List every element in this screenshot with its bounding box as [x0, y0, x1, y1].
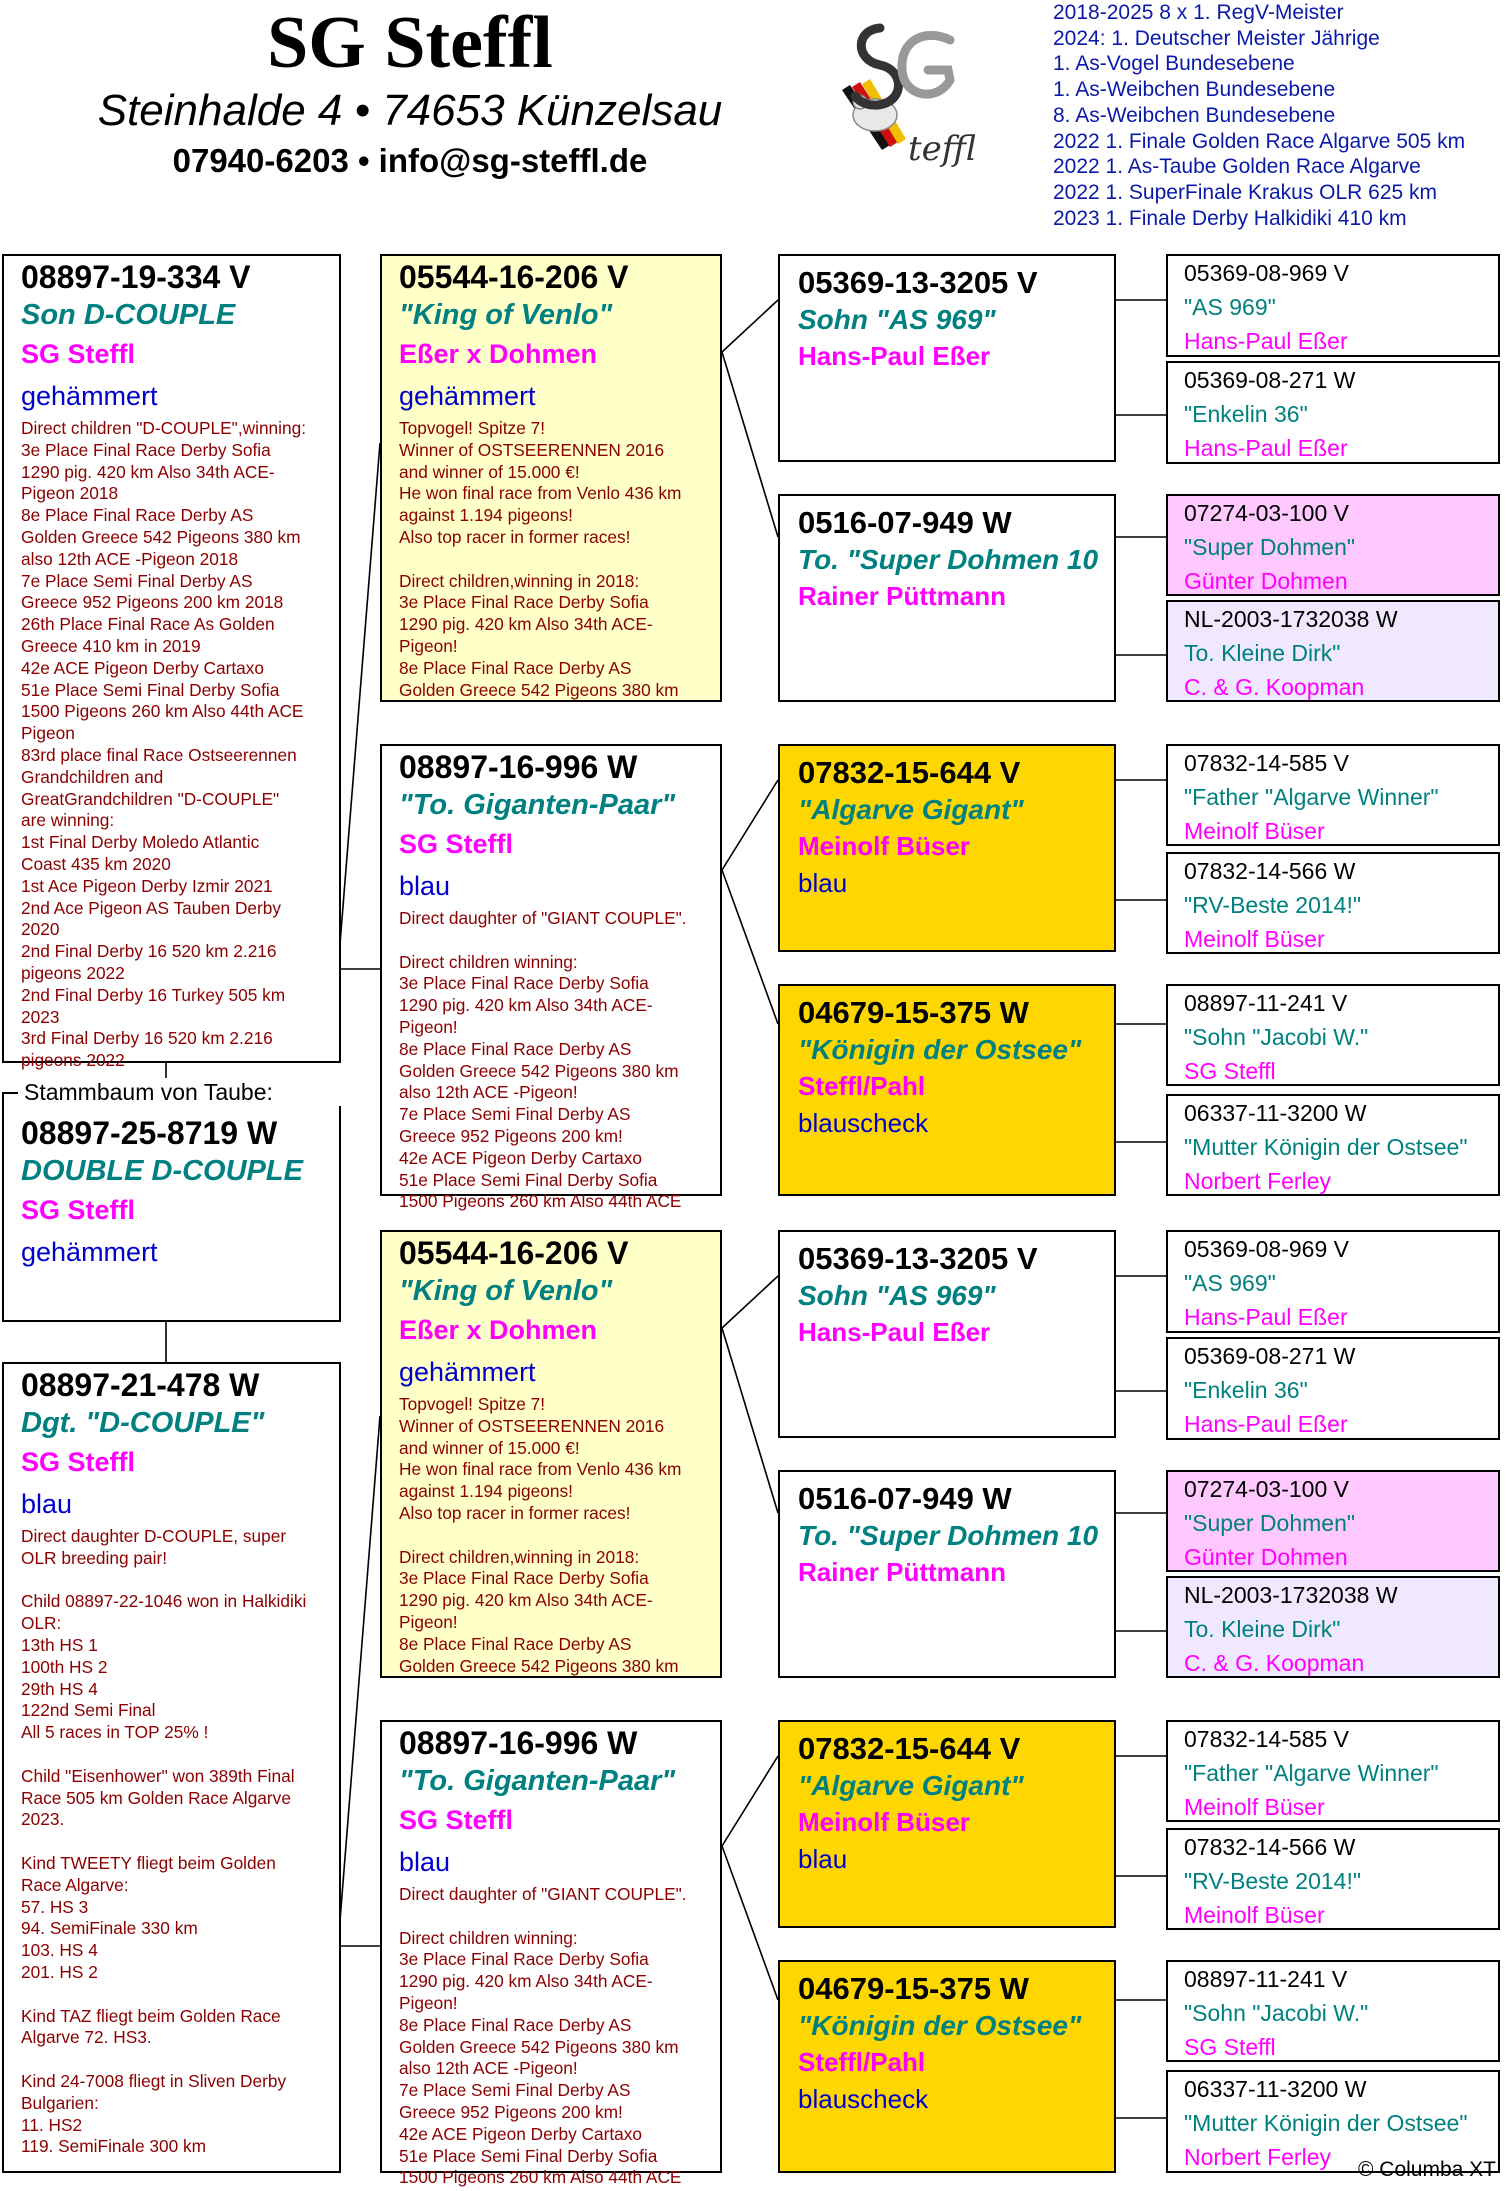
dam-notes	[4, 1526, 339, 2158]
note-line: 1500 Pigeons 260 km Also 44th ACE	[399, 1191, 682, 1212]
note-line: 13th HS 1	[21, 1634, 98, 1655]
note-line: Direct children,winning in 2018:	[399, 570, 640, 591]
algarve-gigant-card[interactable]	[778, 744, 1116, 952]
note-line: Topvogel! Spitze 7!	[399, 418, 546, 438]
gen3-color: blauscheck	[798, 1108, 929, 1138]
note-line: He won final race from Venlo 436 km	[399, 1459, 682, 1480]
gen3-name: To. "Super Dohmen 10	[798, 1520, 1099, 1551]
sire-ring: 08897-19-334 V	[21, 259, 251, 295]
dam-color: blau	[21, 1489, 73, 1519]
algarve-gigant-card-2[interactable]	[778, 1720, 1116, 1928]
note-line	[21, 1984, 329, 2006]
gen4-owner: Meinolf Büser	[1184, 1794, 1325, 1820]
gen4-ring: 07832-14-566 W	[1184, 858, 1356, 884]
gen3-name: Sohn "AS 969"	[798, 304, 996, 335]
note-line: OLR breeding pair!	[21, 1547, 168, 1568]
note-line	[399, 1906, 710, 1928]
note-line: 7e Place Semi Final Derby AS	[21, 570, 253, 591]
note-line: 1290 pig. 420 km Also 34th ACE-	[21, 461, 275, 482]
note-line: Winner of OSTSEERENNEN 2016	[399, 439, 665, 460]
gen4-owner: Günter Dohmen	[1184, 568, 1348, 594]
note-line: Direct daughter of "GIANT COUPLE".	[399, 908, 687, 928]
note-line	[399, 549, 710, 571]
gen4-owner: SG Steffl	[1184, 1058, 1276, 1084]
gen4-name: "Father "Algarve Winner"	[1184, 784, 1439, 810]
sire-color: gehämmert	[21, 381, 158, 411]
note-line: Winner of OSTSEERENNEN 2016	[399, 1415, 665, 1436]
sire-card[interactable]	[2, 254, 341, 1071]
note-line: OLR:	[21, 1613, 62, 1634]
father-algarve-winner-card[interactable]	[1166, 744, 1500, 846]
note-line: All 5 races in TOP 25% !	[21, 1722, 209, 1743]
gen3-owner: Hans-Paul Eßer	[798, 341, 991, 371]
gen4-name: "Sohn "Jacobi W."	[1184, 1024, 1369, 1050]
title-line: 8. As-Weibchen Bundesebene	[1053, 103, 1336, 127]
gen3-ring: 04679-15-375 W	[798, 995, 1029, 1030]
gen4-owner: Günter Dohmen	[1184, 1544, 1348, 1570]
note-line: Direct children winning:	[399, 951, 578, 972]
gen3-owner: Rainer Püttmann	[798, 1557, 1007, 1587]
gen3-name: Sohn "AS 969"	[798, 1280, 996, 1311]
note-line: Kind TWEETY fliegt beim Golden	[21, 1852, 276, 1873]
giganten-notes	[382, 1884, 720, 2189]
gen3-owner: Meinolf Büser	[798, 1807, 970, 1837]
note-line: also 12th ACE -Pigeon!	[399, 1082, 578, 1103]
note-line: 100th HS 2	[21, 1656, 108, 1677]
subject-ring: 08897-25-8719 W	[21, 1115, 278, 1151]
gen3-color: blau	[798, 1844, 848, 1874]
note-line: Golden Greece 542 Pigeons 380 km	[399, 2036, 679, 2057]
king-of-venlo-card[interactable]	[380, 254, 722, 702]
note-line: Algarve 72. HS3.	[21, 2027, 152, 2048]
note-line: Race Algarve:	[21, 1874, 129, 1895]
title-line: 2018-2025 8 x 1. RegV-Meister	[1053, 1, 1344, 24]
gen4-ring: 08897-11-241 V	[1184, 1966, 1348, 1992]
king-ring: 05544-16-206 V	[399, 1235, 629, 1271]
note-line: Golden Greece 542 Pigeons 380 km	[399, 1060, 679, 1081]
gen4-name: "Enkelin 36"	[1184, 401, 1308, 427]
gen4-owner: Hans-Paul Eßer	[1184, 1411, 1348, 1437]
note-line: against 1.194 pigeons!	[399, 505, 573, 526]
king-color: gehämmert	[399, 1357, 536, 1387]
note-line: are winning:	[21, 810, 115, 831]
dam-owner: SG Steffl	[21, 1447, 136, 1477]
note-line: 8e Place Final Race Derby AS	[399, 2014, 632, 2035]
enkelin-36-card[interactable]	[1166, 361, 1500, 464]
gen4-name: "Mutter Königin der Ostsee"	[1184, 1134, 1468, 1160]
note-line: 1500 Pigeons 260 km Also 44th ACE	[399, 2167, 682, 2188]
mutter-koenigin-card[interactable]	[1166, 1094, 1500, 1196]
sohn-as-969-card-2[interactable]	[778, 1230, 1116, 1438]
note-line: Coast 435 km 2020	[21, 853, 171, 874]
note-line: 119. SemiFinale 300 km	[21, 2136, 207, 2157]
title-line: 2022 1. SuperFinale Krakus OLR 625 km	[1053, 180, 1438, 204]
kennel-title: SG Steffl	[267, 2, 553, 84]
gen4-owner: C. & G. Koopman	[1184, 1650, 1365, 1676]
note-line: Direct daughter of "GIANT COUPLE".	[399, 1884, 687, 1904]
gen4-name: "Super Dohmen"	[1184, 1510, 1356, 1536]
gen3-ring: 04679-15-375 W	[798, 1971, 1029, 2006]
kennel-contact: 07940-6203 • info@sg-steffl.de	[172, 142, 648, 179]
gen4-owner: Norbert Ferley	[1184, 2144, 1331, 2170]
rv-beste-card-2[interactable]	[1166, 1828, 1500, 1930]
note-line: He won final race from Venlo 436 km	[399, 483, 682, 504]
note-line: Also top racer in former races!	[399, 526, 631, 547]
giganten-color: blau	[399, 871, 451, 901]
giganten-notes	[382, 908, 720, 1213]
sohn-as-969-card[interactable]	[778, 254, 1116, 462]
gen4-ring: 05369-08-969 V	[1184, 1236, 1349, 1262]
dam-ring: 08897-21-478 W	[21, 1367, 260, 1403]
sire-owner: SG Steffl	[21, 339, 136, 369]
note-line: Pigeon 2018	[21, 483, 119, 504]
note-line: Pigeon!	[399, 1016, 458, 1037]
note-line	[399, 1525, 710, 1547]
subject-card[interactable]	[2, 1092, 341, 1322]
note-line: 1st Ace Pigeon Derby Izmir 2021	[21, 875, 273, 896]
kleine-dirk-card-2[interactable]	[1166, 1576, 1500, 1678]
super-dohmen-card-2[interactable]	[1166, 1470, 1500, 1572]
gen4-owner: Meinolf Büser	[1184, 926, 1325, 952]
gen4-name: "AS 969"	[1184, 1270, 1276, 1296]
gen4-name: "RV-Beste 2014!"	[1184, 1868, 1362, 1894]
note-line: 7e Place Semi Final Derby AS	[399, 2080, 631, 2101]
king-color: gehämmert	[399, 381, 536, 411]
note-line: 8e Place Final Race Derby AS	[399, 657, 632, 678]
gen3-owner: Steffl/Pahl	[798, 1071, 926, 1101]
king-notes	[382, 418, 720, 701]
sire-notes	[4, 418, 339, 1072]
note-line: Race 505 km Golden Race Algarve	[21, 1787, 291, 1808]
king-owner: Eßer x Dohmen	[399, 339, 598, 369]
note-line: 94. SemiFinale 330 km	[21, 1918, 198, 1939]
note-line: Direct children "D-COUPLE",winning:	[21, 418, 307, 438]
note-line: 8e Place Final Race Derby AS	[399, 1633, 632, 1654]
gen4-owner: Hans-Paul Eßer	[1184, 1304, 1348, 1330]
king-ring: 05544-16-206 V	[399, 259, 629, 295]
gen4-ring: 07832-14-585 V	[1184, 750, 1349, 776]
as-969-card-2[interactable]	[1166, 1230, 1500, 1333]
note-line: Greece 410 km in 2019	[21, 635, 201, 656]
note-line: Direct children winning:	[399, 1927, 578, 1948]
note-line	[399, 930, 710, 952]
super-dohmen-10-card[interactable]	[778, 494, 1116, 702]
note-line: Also top racer in former races!	[399, 1502, 631, 1523]
gen3-owner: Rainer Püttmann	[798, 581, 1007, 611]
note-line: 1290 pig. 420 km Also 34th ACE-	[399, 995, 653, 1016]
giganten-owner: SG Steffl	[399, 1805, 514, 1835]
note-line: also 12th ACE -Pigeon!	[399, 2058, 578, 2079]
gen4-ring: 05369-08-271 W	[1184, 1343, 1356, 1369]
gen3-name: To. "Super Dohmen 10	[798, 544, 1099, 575]
gen4-name: "Mutter Königin der Ostsee"	[1184, 2110, 1468, 2136]
sohn-jacobi-card[interactable]	[1166, 984, 1500, 1086]
gen3-ring: 05369-13-3205 V	[798, 265, 1038, 300]
note-line: 29th HS 4	[21, 1678, 98, 1699]
note-line	[21, 1744, 329, 1766]
gen4-ring: 07832-14-566 W	[1184, 1834, 1356, 1860]
note-line: 7e Place Semi Final Derby AS	[399, 1104, 631, 1125]
giganten-ring: 08897-16-996 W	[399, 749, 638, 785]
note-line: 51e Place Semi Final Derby Sofia	[399, 1169, 658, 1190]
note-line: pigeons 2022	[21, 962, 125, 983]
note-line: Greece 952 Pigeons 200 km!	[399, 2101, 623, 2122]
note-line: 2nd Final Derby 16 Turkey 505 km	[21, 984, 286, 1005]
note-line: Pigeon!	[399, 635, 458, 656]
note-line: 51e Place Semi Final Derby Sofia	[399, 2145, 658, 2166]
giganten-card-2[interactable]	[380, 1720, 722, 2188]
kleine-dirk-card[interactable]	[1166, 600, 1500, 702]
giganten-card[interactable]	[380, 744, 722, 1212]
note-line	[21, 1831, 329, 1853]
note-line: against 1.194 pigeons!	[399, 1481, 573, 1502]
note-line: 8e Place Final Race Derby AS	[21, 505, 254, 526]
note-line: Greece 952 Pigeons 200 km!	[399, 1125, 623, 1146]
pedigree-legend: Stammbaum von Taube:	[18, 1078, 350, 1106]
king-owner: Eßer x Dohmen	[399, 1315, 598, 1345]
note-line: Direct children,winning in 2018:	[399, 1546, 640, 1567]
dam-card[interactable]	[2, 1362, 341, 2173]
note-line: 51e Place Semi Final Derby Sofia	[21, 679, 280, 700]
title-line: 1. As-Vogel Bundesebene	[1053, 52, 1295, 76]
kennel-address: Steinhalde 4 • 74653 Künzelsau	[97, 86, 723, 135]
note-line: Topvogel! Spitze 7!	[399, 1394, 546, 1414]
note-line: 8e Place Final Race Derby AS	[399, 1038, 632, 1059]
koenigin-ostsee-card-2[interactable]	[778, 1960, 1116, 2173]
note-line: also 12th ACE -Pigeon 2018	[21, 548, 239, 569]
rv-beste-card[interactable]	[1166, 852, 1500, 954]
gen3-name: "Königin der Ostsee"	[798, 1034, 1082, 1065]
note-line: 42e ACE Pigeon Derby Cartaxo	[399, 1147, 643, 1168]
note-line: and winner of 15.000 €!	[399, 1437, 580, 1458]
as-969-card[interactable]	[1166, 254, 1500, 357]
gen4-ring: 05369-08-271 W	[1184, 367, 1356, 393]
note-line: 2020	[21, 919, 60, 940]
title-line: 2022 1. As-Taube Golden Race Algarve	[1053, 155, 1421, 179]
note-line: Kind TAZ fliegt beim Golden Race	[21, 2005, 281, 2026]
copyright: © Columba XT	[1357, 2158, 1496, 2181]
gen4-owner: SG Steffl	[1184, 2034, 1276, 2060]
super-dohmen-10-card-2[interactable]	[778, 1470, 1116, 1678]
gen4-name: "Super Dohmen"	[1184, 534, 1356, 560]
gen3-color: blau	[798, 868, 848, 898]
title-line: 2022 1. Finale Golden Race Algarve 505 km	[1053, 129, 1466, 153]
note-line: 2nd Ace Pigeon AS Tauben Derby	[21, 897, 282, 918]
gen4-ring: 05369-08-969 V	[1184, 260, 1349, 286]
note-line: 3rd Final Derby 16 520 km 2.216	[21, 1028, 273, 1049]
note-line: 11. HS2	[21, 2114, 83, 2135]
note-line: 1290 pig. 420 km Also 34th ACE-	[399, 1971, 653, 1992]
note-line: Grandchildren and	[21, 766, 164, 787]
note-line: GreatGrandchildren "D-COUPLE"	[21, 788, 280, 809]
gen4-name: "Enkelin 36"	[1184, 1377, 1308, 1403]
note-line: 122nd Semi Final	[21, 1700, 156, 1721]
note-line: Pigeon!	[399, 1992, 458, 2013]
note-line: Greece 952 Pigeons 200 km 2018	[21, 592, 284, 613]
note-line: 42e ACE Pigeon Derby Cartaxo	[21, 657, 265, 678]
dam-name: Dgt. "D-COUPLE"	[21, 1407, 265, 1439]
king-notes	[382, 1394, 720, 1677]
gen3-ring: 05369-13-3205 V	[798, 1241, 1038, 1276]
subject-owner: SG Steffl	[21, 1195, 136, 1225]
gen4-ring: NL-2003-1732038 W	[1184, 606, 1398, 632]
gen4-name: "RV-Beste 2014!"	[1184, 892, 1362, 918]
title-line: 2023 1. Finale Derby Halkidiki 410 km	[1053, 206, 1407, 230]
note-line: 3e Place Final Race Derby Sofia	[21, 439, 271, 460]
title-line: 1. As-Weibchen Bundesebene	[1053, 78, 1336, 102]
note-line: pigeons 2022	[21, 1050, 125, 1071]
svg-text:teffl: teffl	[908, 129, 976, 169]
king-of-venlo-card-2[interactable]	[380, 1230, 722, 1678]
sire-name: Son D-COUPLE	[21, 299, 236, 331]
note-line: Golden Greece 542 Pigeons 380 km	[399, 679, 679, 700]
note-line: 201. HS 2	[21, 1961, 98, 1982]
subject-color: gehämmert	[21, 1237, 158, 1267]
note-line: 57. HS 3	[21, 1896, 89, 1917]
gen4-name: "Sohn "Jacobi W."	[1184, 2000, 1369, 2026]
gen4-owner: Hans-Paul Eßer	[1184, 435, 1348, 461]
koenigin-ostsee-card[interactable]	[778, 984, 1116, 1196]
giganten-owner: SG Steffl	[399, 829, 514, 859]
father-algarve-winner-card-2[interactable]	[1166, 1720, 1500, 1822]
title-line: 2024: 1. Deutscher Meister Jährige	[1053, 26, 1380, 50]
note-line: 1290 pig. 420 km Also 34th ACE-	[399, 1590, 653, 1611]
gen3-ring: 0516-07-949 W	[798, 505, 1012, 540]
note-line: Golden Greece 542 Pigeons 380 km	[399, 1655, 679, 1676]
note-line: 42e ACE Pigeon Derby Cartaxo	[399, 2123, 643, 2144]
gen4-ring: 06337-11-3200 W	[1184, 1100, 1367, 1126]
enkelin-36-card-2[interactable]	[1166, 1337, 1500, 1440]
gen4-owner: Hans-Paul Eßer	[1184, 328, 1348, 354]
note-line: 1290 pig. 420 km Also 34th ACE-	[399, 614, 653, 635]
giganten-name: "To. Giganten-Paar"	[399, 1765, 676, 1797]
note-line: Kind 24-7008 fliegt in Sliven Derby	[21, 2070, 287, 2091]
gen3-name: "Algarve Gigant"	[798, 794, 1024, 825]
gen4-owner: Norbert Ferley	[1184, 1168, 1331, 1194]
note-line: Pigeon	[21, 723, 75, 744]
gen3-owner: Hans-Paul Eßer	[798, 1317, 991, 1347]
gen4-name: "AS 969"	[1184, 294, 1276, 320]
gen4-ring: 07274-03-100 V	[1184, 500, 1349, 526]
king-name: "King of Venlo"	[399, 299, 613, 331]
king-name: "King of Venlo"	[399, 1275, 613, 1307]
note-line: 1st Final Derby Moledo Atlantic	[21, 832, 260, 853]
gen4-ring: 08897-11-241 V	[1184, 990, 1348, 1016]
note-line: and winner of 15.000 €!	[399, 461, 580, 482]
note-line	[21, 2049, 329, 2071]
gen4-owner: Meinolf Büser	[1184, 1902, 1325, 1928]
note-line: 3e Place Final Race Derby Sofia	[399, 1568, 649, 1589]
note-line: 26th Place Final Race As Golden	[21, 614, 275, 635]
gen4-name: To. Kleine Dirk"	[1184, 1616, 1341, 1642]
gen3-ring: 07832-15-644 V	[798, 755, 1021, 790]
gen4-owner: C. & G. Koopman	[1184, 674, 1365, 700]
note-line: Golden Greece 542 Pigeons 380 km	[21, 526, 301, 547]
note-line: Pigeon!	[399, 1611, 458, 1632]
note-line: 103. HS 4	[21, 1940, 98, 1961]
note-line: Child 08897-22-1046 won in Halkidiki	[21, 1591, 307, 1612]
note-line: 83rd place final Race Ostseerennen	[21, 744, 297, 765]
gen4-name: "Father "Algarve Winner"	[1184, 1760, 1439, 1786]
gen4-ring: NL-2003-1732038 W	[1184, 1582, 1398, 1608]
gen4-name: To. Kleine Dirk"	[1184, 640, 1341, 666]
gen4-ring: 06337-11-3200 W	[1184, 2076, 1367, 2102]
giganten-color: blau	[399, 1847, 451, 1877]
gen4-ring: 07832-14-585 V	[1184, 1726, 1349, 1752]
note-line: 2nd Final Derby 16 520 km 2.216	[21, 941, 277, 962]
gen3-ring: 0516-07-949 W	[798, 1481, 1012, 1516]
note-line: 3e Place Final Race Derby Sofia	[399, 1949, 649, 1970]
note-line: 3e Place Final Race Derby Sofia	[399, 592, 649, 613]
gen4-owner: Meinolf Büser	[1184, 818, 1325, 844]
sohn-jacobi-card-2[interactable]	[1166, 1960, 1500, 2062]
gen3-owner: Steffl/Pahl	[798, 2047, 926, 2077]
super-dohmen-card[interactable]	[1166, 494, 1500, 596]
note-line	[21, 1570, 329, 1592]
gen3-name: "Königin der Ostsee"	[798, 2010, 1082, 2041]
note-line: 2023.	[21, 1809, 65, 1830]
gen3-ring: 07832-15-644 V	[798, 1731, 1021, 1766]
giganten-name: "To. Giganten-Paar"	[399, 789, 676, 821]
gen3-color: blauscheck	[798, 2084, 929, 2114]
note-line: Child "Eisenhower" won 389th Final	[21, 1765, 295, 1786]
gen3-name: "Algarve Gigant"	[798, 1770, 1024, 1801]
note-line: 1500 Pigeons 260 km Also 44th ACE	[21, 701, 304, 722]
gen3-owner: Meinolf Büser	[798, 831, 970, 861]
note-line: 2023	[21, 1006, 60, 1027]
note-line: Direct daughter D-COUPLE, super	[21, 1526, 287, 1546]
gen4-ring: 07274-03-100 V	[1184, 1476, 1349, 1502]
giganten-ring: 08897-16-996 W	[399, 1725, 638, 1761]
subject-name: DOUBLE D-COUPLE	[21, 1155, 303, 1187]
note-line: Bulgarien:	[21, 2092, 99, 2113]
note-line: 3e Place Final Race Derby Sofia	[399, 973, 649, 994]
